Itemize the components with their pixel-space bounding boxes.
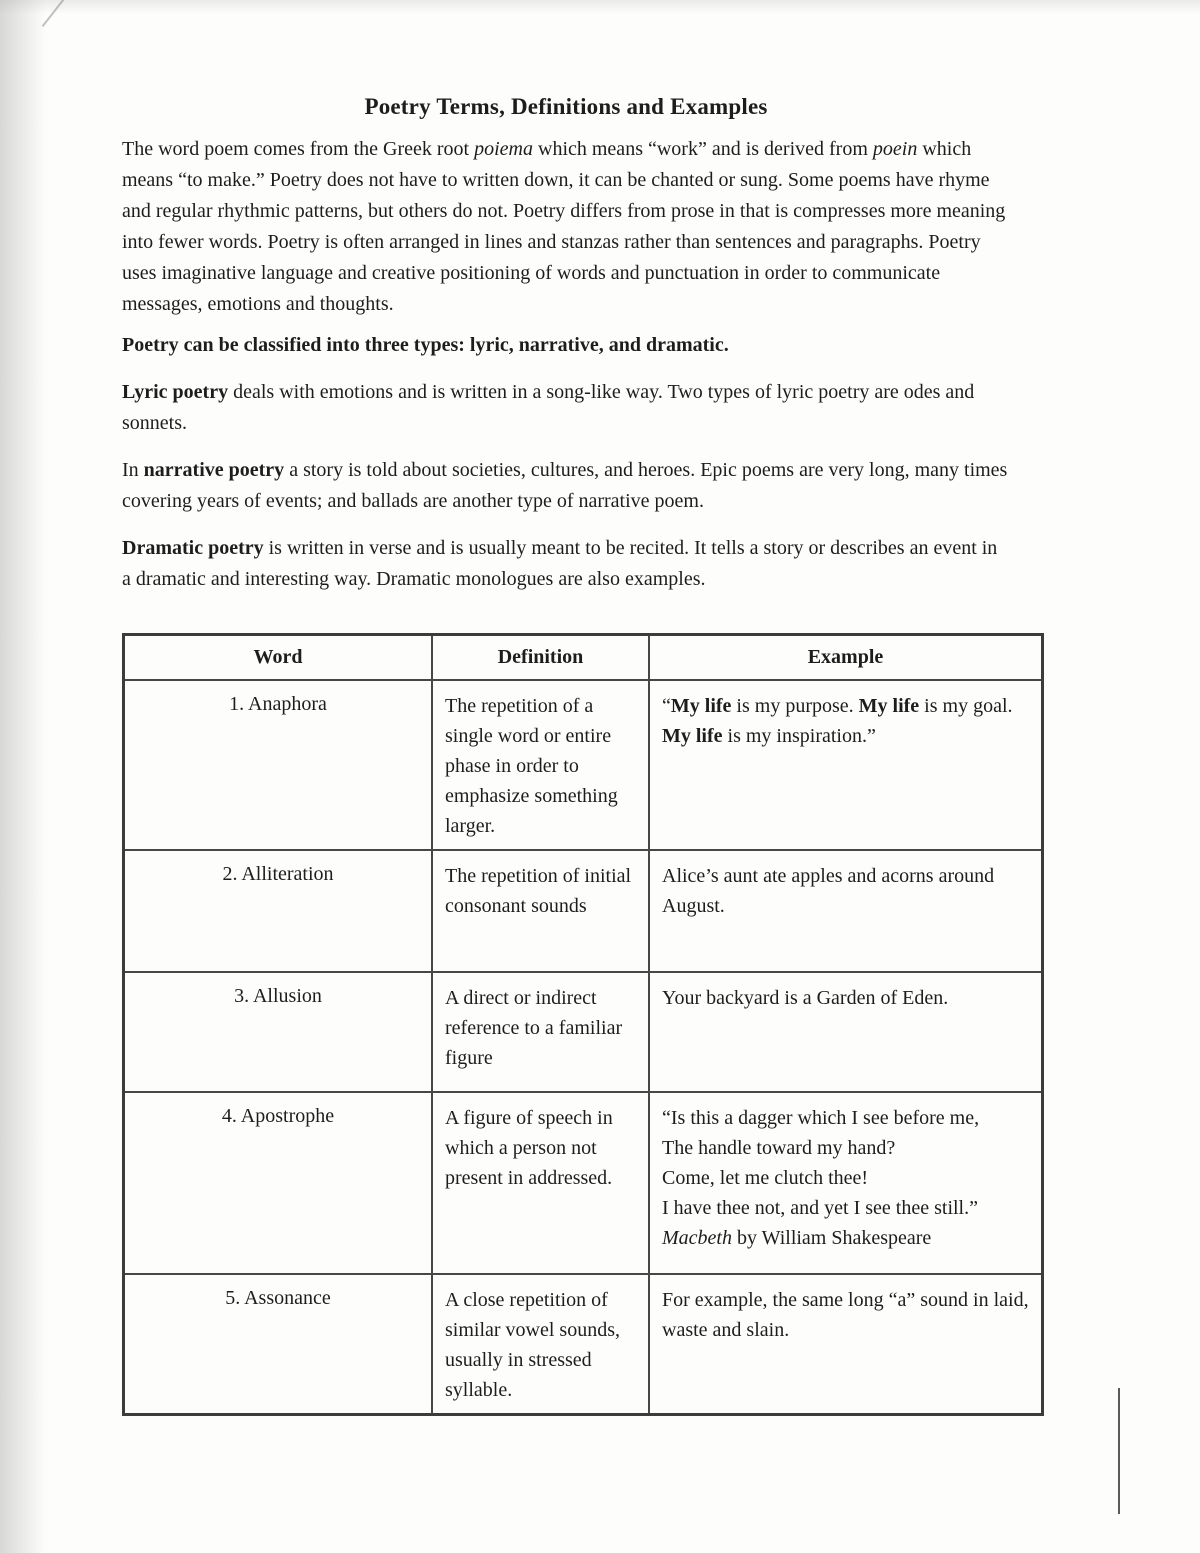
- definition-cell: A figure of speech in which a person not present in addressed.: [432, 1092, 649, 1274]
- scan-top-shadow: [0, 0, 1200, 14]
- table-row-apostrophe: [124, 1092, 1043, 1274]
- example-cell: [649, 680, 1043, 850]
- lyric-text: deals with emotions and is written in a song-like way. Two types of lyric poetry are odes and sonnets.: [122, 381, 975, 434]
- example-cell: Alice’s aunt ate apples and acorns around August.: [649, 850, 1043, 972]
- poetry-types-line: Poetry can be classified into three types: lyric, narrative, and dramatic.: [122, 334, 729, 356]
- scan-corner-artifact: [42, 0, 65, 27]
- page-title: Poetry Terms, Definitions and Examples: [364, 94, 768, 119]
- example-text-segment: is my inspiration.”: [722, 725, 876, 747]
- table-body: [124, 680, 1043, 1415]
- italic-term-poiema: poiema: [474, 138, 533, 160]
- definition-cell: The repetition of a single word or entire phase in order to emphasize something larger.: [432, 680, 649, 850]
- word-cell: 5. Assonance: [124, 1274, 433, 1415]
- intro-text-segment: which means “to make.” Poetry does not have to written down, it can be chanted or sung. Some poems have rhyme and regular rhythmic patterns, but others do not. Poetry differs from prose in that is compresses more meaning into fewer words. Poetry is often arranged in lines and stanzas rather than sentences and paragraphs. Poetry uses imaginative language and creative positioning of words and punctuation in order to communicate messages, emotions and thoughts.: [122, 138, 1006, 315]
- example-text-segment: is my purpose.: [731, 695, 859, 717]
- table-row-allusion: [124, 972, 1043, 1092]
- dramatic-poetry-term: Dramatic poetry: [122, 537, 264, 559]
- italic-term-poein: poein: [872, 138, 918, 160]
- word-cell: 3. Allusion: [124, 972, 433, 1092]
- narrative-text: a story is told about societies, cultures, and heroes. Epic poems are very long, many times covering years of events; and ballads are another type of narrative poem.: [122, 459, 1008, 512]
- table-row-alliteration: [124, 850, 1043, 972]
- dramatic-paragraph: [122, 533, 1010, 595]
- dramatic-text: is written in verse and is usually meant to be recited. It tells a story or describes an event in a dramatic and interesting way. Dramatic monologues are also examples.: [122, 537, 998, 590]
- example-bold-segment: My life: [858, 695, 920, 717]
- lyric-poetry-term: Lyric poetry: [122, 381, 229, 403]
- example-verse-line: The handle toward my hand?: [662, 1137, 896, 1159]
- example-verse-line: “Is this a dagger which I see before me,: [662, 1107, 980, 1129]
- header-definition: Definition: [432, 635, 649, 681]
- narrative-paragraph: [122, 455, 1010, 517]
- word-cell: 2. Alliteration: [124, 850, 433, 972]
- intro-paragraph: [122, 134, 1010, 320]
- intro-text-segment: which means “work” and is derived from: [533, 138, 873, 160]
- example-attribution-line: [662, 1223, 1029, 1253]
- scan-edge-shadow: [0, 0, 46, 1553]
- example-cell: For example, the same long “a” sound in laid, waste and slain.: [649, 1274, 1043, 1415]
- attribution-text: by William Shakespeare: [731, 1227, 932, 1249]
- example-cell: Your backyard is a Garden of Eden.: [649, 972, 1043, 1092]
- header-row: [124, 635, 1043, 681]
- definition-cell: A direct or indirect reference to a familiar figure: [432, 972, 649, 1092]
- table-row-anaphora: [124, 680, 1043, 850]
- document-content: [122, 94, 1029, 1416]
- scan-artifact-line: [1118, 1388, 1120, 1514]
- header-example: Example: [649, 635, 1043, 681]
- example-verse-line: Come, let me clutch thee!: [662, 1167, 869, 1189]
- definition-cell: The repetition of initial consonant sounds: [432, 850, 649, 972]
- word-cell: 4. Apostrophe: [124, 1092, 433, 1274]
- work-title-macbeth: Macbeth: [662, 1227, 732, 1249]
- poetry-terms-table: [122, 633, 1044, 1416]
- header-word: Word: [124, 635, 433, 681]
- example-verse-line: I have thee not, and yet I see thee still.”: [662, 1197, 978, 1219]
- example-bold-segment: My life: [670, 695, 732, 717]
- narrative-poetry-term: narrative poetry: [143, 459, 285, 481]
- narrative-lead: In: [122, 459, 144, 481]
- table-row-assonance: [124, 1274, 1043, 1415]
- example-bold-segment: My life: [662, 725, 723, 747]
- example-text-segment: “: [662, 695, 671, 717]
- example-text-segment: is my goal.: [919, 695, 1013, 717]
- definition-cell: A close repetition of similar vowel sounds, usually in stressed syllable.: [432, 1274, 649, 1415]
- table-header: [124, 635, 1043, 681]
- intro-text-segment: The word poem comes from the Greek root: [122, 138, 475, 160]
- lyric-paragraph: [122, 377, 1010, 439]
- word-cell: 1. Anaphora: [124, 680, 433, 850]
- example-cell: [649, 1092, 1043, 1274]
